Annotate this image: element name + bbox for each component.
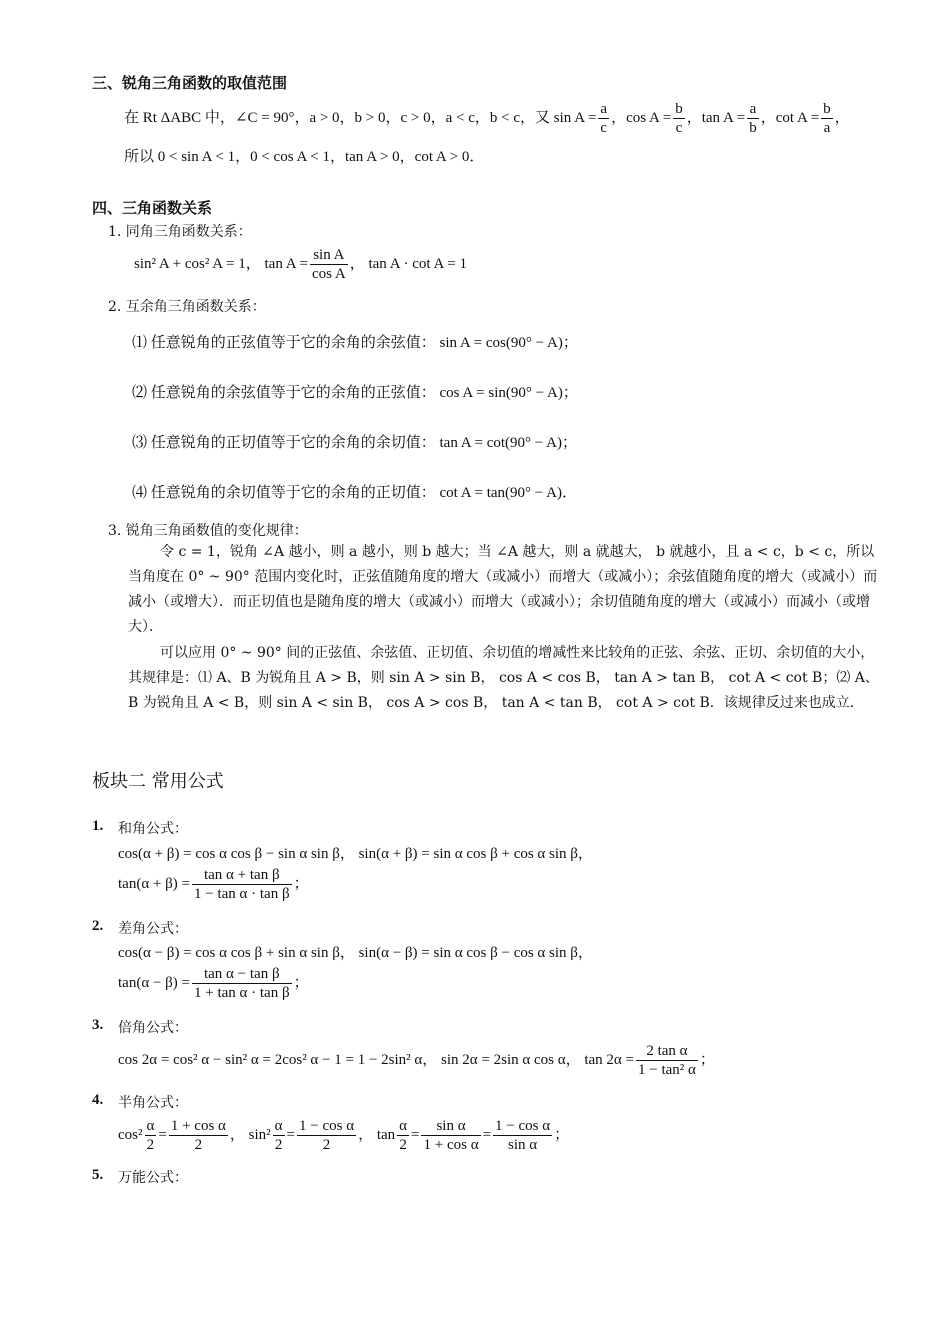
- formula-part: ；: [293, 875, 309, 892]
- frac-tan-half-2: [493, 1117, 552, 1154]
- numerator: 1 − cos α: [299, 1118, 355, 1134]
- s4-rule-3: ⑶ 任意锐角的正切值等于它的余角的余切值： tan A = cot(90° − A)；: [132, 435, 577, 451]
- frac-a-over-b: [747, 100, 759, 137]
- section-3-line-1: [124, 100, 850, 137]
- frac-b-over-c: [673, 100, 685, 137]
- formula-1-number: 1.: [92, 818, 104, 834]
- numerator: b: [823, 101, 831, 117]
- denominator: sin α: [508, 1137, 538, 1153]
- numerator: α: [146, 1118, 155, 1134]
- numerator: sin A: [310, 246, 348, 265]
- formula-part: ， sin²: [229, 1126, 271, 1143]
- formula-part: =: [482, 1126, 492, 1143]
- formula-2-number: 2.: [92, 918, 104, 934]
- frac-tan-half-1: [421, 1117, 480, 1154]
- s4-item-1: 1. 同角三角函数关系：: [108, 224, 252, 240]
- frac-tan-sum: [192, 866, 292, 903]
- denominator: 1 − tan² α: [637, 1062, 696, 1078]
- s3-text-5: ，: [834, 109, 850, 126]
- numerator: tan α − tan β: [192, 965, 292, 984]
- formula-4-number: 4.: [92, 1092, 104, 1108]
- denominator: 2: [146, 1137, 155, 1153]
- denominator: c: [600, 120, 608, 136]
- formula-part: ；: [699, 1051, 715, 1068]
- s4-rule-1: ⑴ 任意锐角的正弦值等于它的余角的余弦值： sin A = cos(90° − A)；: [132, 335, 578, 351]
- s4-item-3: 3. 锐角三角函数值的变化规律：: [108, 523, 308, 539]
- s4-rule-2: ⑵ 任意锐角的余弦值等于它的余角的正弦值： cos A = sin(90° − A)；: [132, 385, 578, 401]
- denominator: 2: [194, 1137, 203, 1153]
- numerator: tan α + tan β: [192, 866, 292, 885]
- formula-part: cos²: [118, 1126, 143, 1143]
- formula-3-line-1: [118, 1042, 715, 1079]
- section-3-heading: 三、锐角三角函数的取值范围: [92, 74, 288, 92]
- numerator: 1 + cos α: [170, 1118, 226, 1134]
- formula-part: ， tan: [358, 1126, 396, 1143]
- formula-part: tan(α + β) =: [118, 875, 190, 892]
- formula-3-title: 倍角公式：: [118, 1020, 188, 1036]
- formula-3-number: 3.: [92, 1017, 104, 1033]
- frac-tan-double: [636, 1042, 698, 1079]
- formula-part: ；: [554, 1126, 570, 1143]
- formula-5-number: 5.: [92, 1167, 104, 1183]
- denominator: 2: [274, 1137, 283, 1153]
- formula-4-line-1: [118, 1117, 569, 1154]
- formula-1-line-2: [118, 866, 309, 903]
- denominator: 1 − tan α · tan β: [193, 886, 290, 902]
- s3-text-4: ，cot A =: [760, 109, 820, 126]
- formula-4-title: 半角公式：: [118, 1095, 188, 1111]
- formula-2-line-1: cos(α − β) = cos α cos β + sin α sin β， sin(α − β) = sin α cos β − cos α sin β，: [118, 945, 593, 961]
- denominator: 2: [399, 1137, 407, 1153]
- s4-rule-4: ⑷ 任意锐角的余切值等于它的余角的正切值： cot A = tan(90° − A)．: [132, 485, 577, 501]
- formula-5-title: 万能公式：: [118, 1170, 188, 1186]
- s4-item-2: 2. 互余角三角函数关系：: [108, 299, 266, 315]
- formula-2-title: 差角公式：: [118, 921, 188, 937]
- numerator: α: [399, 1118, 408, 1134]
- denominator: 1 + cos α: [423, 1137, 479, 1153]
- numerator: 2 tan α: [636, 1042, 698, 1061]
- frac-half-alpha: [397, 1117, 409, 1154]
- denominator: a: [823, 120, 831, 136]
- frac-sin-over-cos: [310, 246, 348, 283]
- numerator: a: [600, 101, 608, 117]
- numerator: sin α: [421, 1117, 480, 1136]
- s4-paragraph-1: 令 c = 1，锐角 ∠A 越小，则 a 越小，则 b 越大；当 ∠A 越大，则 a 就越大， b 就越小，且 a < c，b < c，所以当角度在 0° ~ 90° 范围内变化时，正弦值随角度的增大（或减小）而增大（或减小）；余弦值随角度的增大（或减小）而减小（或增大）．而正切值也是随角度的增大（或减小）而增大（或减小）；余切值随角度的增大（或减小）而减小（或增大）．: [128, 544, 878, 635]
- section-4-heading: 四、三角函数关系: [92, 199, 213, 217]
- block-2-heading: 板块二 常用公式: [92, 771, 224, 792]
- formula-part: sin² A + cos² A = 1， tan A =: [134, 255, 308, 272]
- formula-part: tan(α − β) =: [118, 974, 190, 991]
- frac-tan-diff: [192, 965, 292, 1002]
- denominator: 2: [322, 1137, 331, 1153]
- frac-a-over-c: [598, 100, 609, 137]
- formula-1-title: 和角公式：: [118, 821, 188, 837]
- frac-half-alpha: [273, 1117, 285, 1154]
- denominator: c: [675, 120, 683, 136]
- frac-cos-half: [169, 1117, 228, 1154]
- denominator: cos A: [311, 266, 346, 282]
- formula-1-line-1: cos(α + β) = cos α cos β − sin α sin β， sin(α + β) = sin α cos β + cos α sin β，: [118, 846, 593, 862]
- s3-text-1: 在 Rt ΔABC 中，∠C = 90°，a > 0，b > 0，c > 0，a < c，b < c，又 sin A =: [124, 109, 597, 126]
- s4-item-1-formula: [134, 246, 467, 283]
- s4-paragraph-2: 可以应用 0° ~ 90° 间的正弦值、余弦值、正切值、余切值的增减性来比较角的正弦、余弦、正切、余切值的大小，其规律是：⑴ A、B 为锐角且 A > B，则 sin A > sin B， cos A < cos B， tan A > tan B， cot A < cot B；⑵ A、B 为锐角且 A < B，则 sin A < sin B， cos A > cos B， tan A < tan B， cot A > cot B．该规律反过来也成立．: [128, 645, 879, 711]
- formula-part: =: [286, 1126, 295, 1143]
- numerator: b: [675, 101, 683, 117]
- denominator: 1 + tan α · tan β: [193, 985, 290, 1001]
- s3-text-2: ，cos A =: [611, 109, 672, 126]
- s3-text-3: ，tan A =: [686, 109, 746, 126]
- formula-2-line-2: [118, 965, 309, 1002]
- frac-b-over-a: [821, 100, 833, 137]
- numerator: 1 − cos α: [495, 1118, 551, 1134]
- formula-part: =: [411, 1126, 420, 1143]
- formula-part: ， tan A · cot A = 1: [349, 255, 467, 272]
- numerator: α: [274, 1118, 283, 1134]
- formula-part: =: [158, 1126, 167, 1143]
- formula-part: cos 2α = cos² α − sin² α = 2cos² α − 1 = 1 − 2sin² α， sin 2α = 2sin α cos α， tan 2α =: [118, 1051, 634, 1068]
- denominator: b: [749, 120, 757, 136]
- numerator: a: [747, 100, 759, 119]
- section-3-line-2: 所以 0 < sin A < 1，0 < cos A < 1，tan A > 0，cot A > 0．: [124, 149, 485, 165]
- formula-part: ；: [293, 974, 309, 991]
- frac-half-alpha: [145, 1117, 157, 1154]
- frac-sin-half: [297, 1117, 356, 1154]
